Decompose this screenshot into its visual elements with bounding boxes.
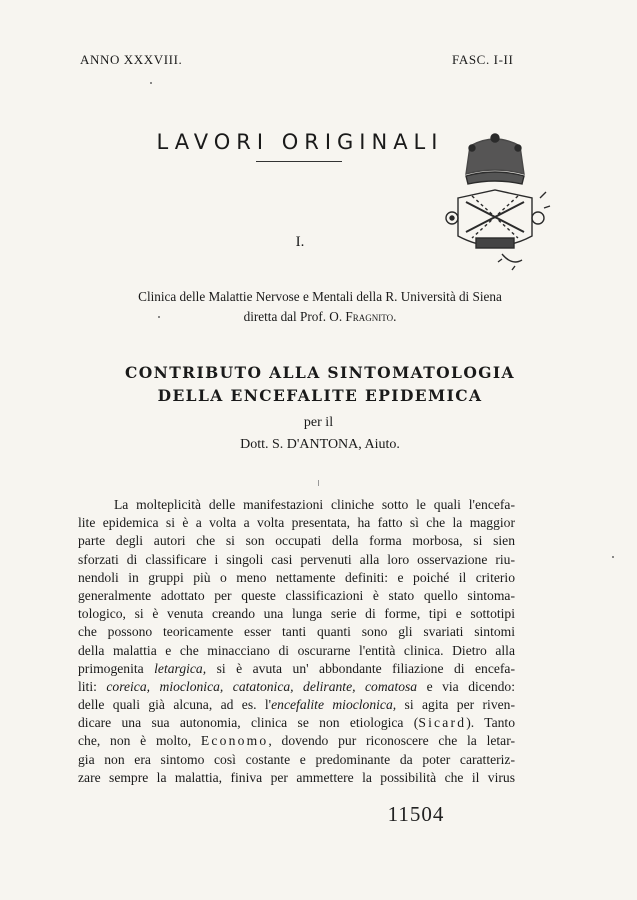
body-line: che possono teoricamente esser tanti quanti sono gli svariati sintomi [78,624,515,640]
body-line: generalmente adottato per queste classificazioni è stato quello sintoma- [78,587,515,603]
body-line: tologico, si è venuta creando una lunga serie di forme, tipi e sottotipi [78,606,515,622]
clinic-line: Clinica delle Malattie Nervose e Mentali della R. Università di Siena [138,289,502,304]
body-line: della malattia e che minacciano di oscurarne l'entità clinica. Dietro alla [78,642,515,658]
article-body [78,496,515,787]
paper-speck [158,316,160,318]
running-header-volume: ANNO XXXVIII. [80,52,183,67]
clinic-director: diretta dal Prof. O. Fragnito. [243,309,397,324]
byline-prefix: per il [303,415,334,430]
body-line: delle quali già alcuna, ad es. l'encefalite mioclonica, si agita per riven- [78,697,515,713]
article-title-line-1: CONTRIBUTO ALLA SINTOMATOLOGIA [125,363,515,382]
section-title: LAVORI ORIGINALI [156,130,444,154]
body-line: dicare una sua autonomia, clinica se non etiologica (Sicard). Tanto [78,715,516,731]
body-line: parte degli autori che si son occupati della forma morbosa, si sien [78,533,515,549]
body-line: zare sempre la malattia, finiva per ammettere la possibilità che il virus [78,769,515,785]
article-title-line-2: DELLA ENCEFALITE EPIDEMICA [157,386,483,405]
body-line: lite epidemica si è a volta a volta presentata, ha fatto sì che la maggior [78,515,515,531]
body-line: liti: coreica, mioclonica, catatonica, delirante, comatosa e via dicendo: [78,678,515,694]
body-line: La molteplicità delle manifestazioni cliniche sotto le quali l'encefa- [114,497,515,512]
body-line: che, non è molto, Economo, dovendo pur riconoscere che la letar- [78,733,515,749]
author: Dott. S. D'ANTONA, Aiuto. [240,437,400,452]
body-line: nendoli in gruppi più o meno nettamente definiti: e poiché il criterio [78,569,515,585]
paper-speck [612,556,614,558]
body-line: primogenita letargica, si è avuta un' abbondante filiazione di encefa- [78,660,515,676]
title-underline [256,161,342,162]
body-line: gia non era sintomo così costante e predominante da poter caratteriz- [78,751,515,767]
body-line: sforzati di classificare i singoli casi pervenuti alla loro osservazione riu- [78,551,515,567]
library-crown-stamp-icon [436,128,554,278]
paper-speck [150,82,152,84]
separator-mark [318,480,319,486]
clinic-affiliation [80,287,560,327]
running-header-issue: FASC. I-II [452,52,514,67]
handwritten-catalog-number: 11504 [387,802,445,826]
article-number: I. [295,234,305,250]
